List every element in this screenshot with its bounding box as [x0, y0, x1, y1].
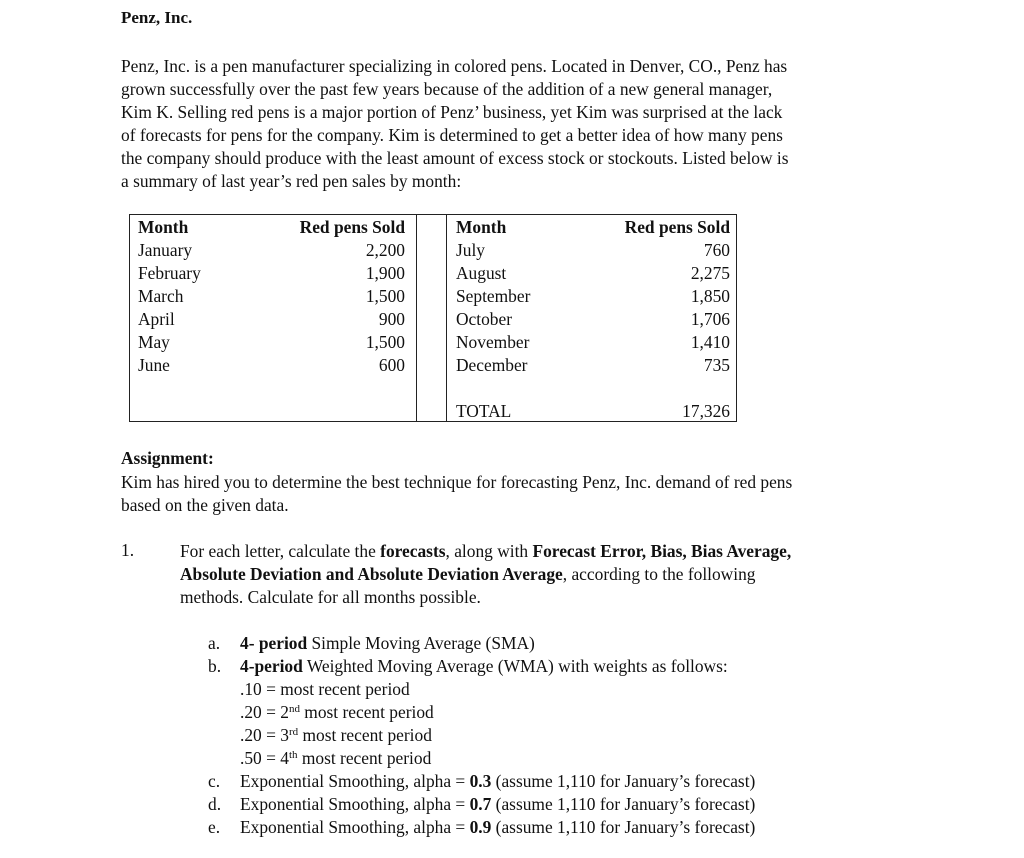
intro-line: the company should produce with the least amount of excess stock or stockouts. Listed below is	[121, 148, 789, 168]
month-cell: April	[138, 309, 175, 329]
assignment-line: Kim has hired you to determine the best technique for forecasting Penz, Inc. demand of red pens	[121, 472, 793, 492]
weight-line: .20 = 3rd most recent period	[240, 725, 432, 745]
alpha-value: 0.7	[469, 794, 492, 814]
sold-cell: 1,500	[365, 332, 405, 352]
question-number: 1.	[121, 540, 135, 560]
sold-cell: 600	[378, 355, 405, 375]
sold-cell: 1,900	[365, 263, 405, 283]
methods-list	[208, 632, 756, 839]
month-cell: July	[456, 240, 485, 260]
sold-cell: 1,410	[690, 332, 730, 352]
month-cell: November	[456, 332, 530, 352]
alpha-value: 0.9	[469, 817, 492, 837]
sold-cell: 735	[703, 355, 730, 375]
sold-cell: 1,500	[365, 286, 405, 306]
sold-cell: 760	[703, 240, 730, 260]
sold-cell: 1,850	[690, 286, 730, 306]
column-header-sold: Red pens Sold	[624, 217, 730, 237]
page-title: Penz, Inc.	[121, 8, 193, 27]
question-text-part: , according to the following	[562, 564, 756, 584]
method-item-d: d. Exponential Smoothing, alpha = 0.7 (assume 1,110 for January’s forecast)	[208, 794, 756, 814]
month-cell: February	[138, 263, 201, 283]
month-cell: May	[138, 332, 170, 352]
method-letter: e.	[208, 817, 221, 837]
question-text-line: methods. Calculate for all months possible.	[180, 587, 481, 607]
weight-line: .50 = 4th most recent period	[240, 748, 432, 768]
method-letter: d.	[208, 794, 222, 814]
question-bold-part: Forecast Error, Bias, Bias Average,	[532, 541, 792, 561]
month-cell: September	[456, 286, 531, 306]
sold-cell: 2,275	[690, 263, 730, 283]
weight-line: .20 = 2nd most recent period	[240, 702, 434, 722]
right-sold-column	[580, 216, 730, 423]
intro-line: Kim K. Selling red pens is a major portion of Penz’ business, yet Kim was surprised at the lack	[121, 102, 783, 122]
left-sold-column	[255, 216, 405, 377]
method-item-b	[208, 655, 728, 678]
question-text-part: For each letter, calculate the	[180, 541, 381, 561]
sales-table	[129, 214, 737, 422]
alpha-value: 0.3	[469, 771, 492, 791]
column-header-month: Month	[138, 217, 189, 237]
total-value: 17,326	[682, 401, 730, 421]
table-divider	[416, 215, 417, 421]
assignment-text	[121, 471, 792, 517]
intro-line: a summary of last year’s red pen sales by month:	[121, 171, 462, 191]
sold-cell: 1,706	[690, 309, 730, 329]
method-bold: 4-period	[240, 656, 303, 676]
left-month-column	[138, 216, 201, 377]
method-letter: c.	[208, 771, 221, 791]
right-month-column	[456, 216, 530, 423]
question-text	[180, 540, 791, 609]
table-divider	[446, 215, 447, 421]
method-text: Simple Moving Average (SMA)	[307, 633, 535, 653]
month-cell: October	[456, 309, 513, 329]
month-cell: January	[138, 240, 193, 260]
total-label: TOTAL	[456, 401, 512, 421]
method-bold: 4- period	[240, 633, 308, 653]
question-bold-part: Absolute Deviation and Absolute Deviation Average	[180, 564, 563, 584]
method-item-e: e. Exponential Smoothing, alpha = 0.9 (assume 1,110 for January’s forecast)	[208, 817, 756, 837]
column-header-month: Month	[456, 217, 507, 237]
sold-cell: 900	[378, 309, 405, 329]
assignment-line: based on the given data.	[121, 495, 289, 515]
method-item-c: c. Exponential Smoothing, alpha = 0.3 (assume 1,110 for January’s forecast)	[208, 771, 756, 791]
question-text-part: , along with	[445, 541, 533, 561]
month-cell: August	[456, 263, 507, 283]
method-letter: b.	[208, 656, 222, 676]
method-letter: a.	[208, 633, 221, 653]
column-header-sold: Red pens Sold	[299, 217, 405, 237]
intro-paragraph	[121, 55, 911, 193]
intro-line: grown successfully over the past few years because of the addition of a new general manager,	[121, 79, 773, 99]
weight-line: .10 = most recent period	[240, 679, 410, 699]
month-cell: June	[138, 355, 170, 375]
method-text: Weighted Moving Average (WMA) with weights as follows:	[302, 656, 728, 676]
sold-cell: 2,200	[365, 240, 405, 260]
method-item-a	[208, 632, 535, 655]
month-cell: December	[456, 355, 528, 375]
intro-line: of forecasts for pens for the company. Kim is determined to get a better idea of how many pens	[121, 125, 783, 145]
question-bold-part: forecasts	[380, 541, 446, 561]
month-cell: March	[138, 286, 184, 306]
intro-line: Penz, Inc. is a pen manufacturer specializing in colored pens. Located in Denver, CO., Penz has	[121, 56, 788, 76]
assignment-heading: Assignment:	[121, 448, 214, 468]
